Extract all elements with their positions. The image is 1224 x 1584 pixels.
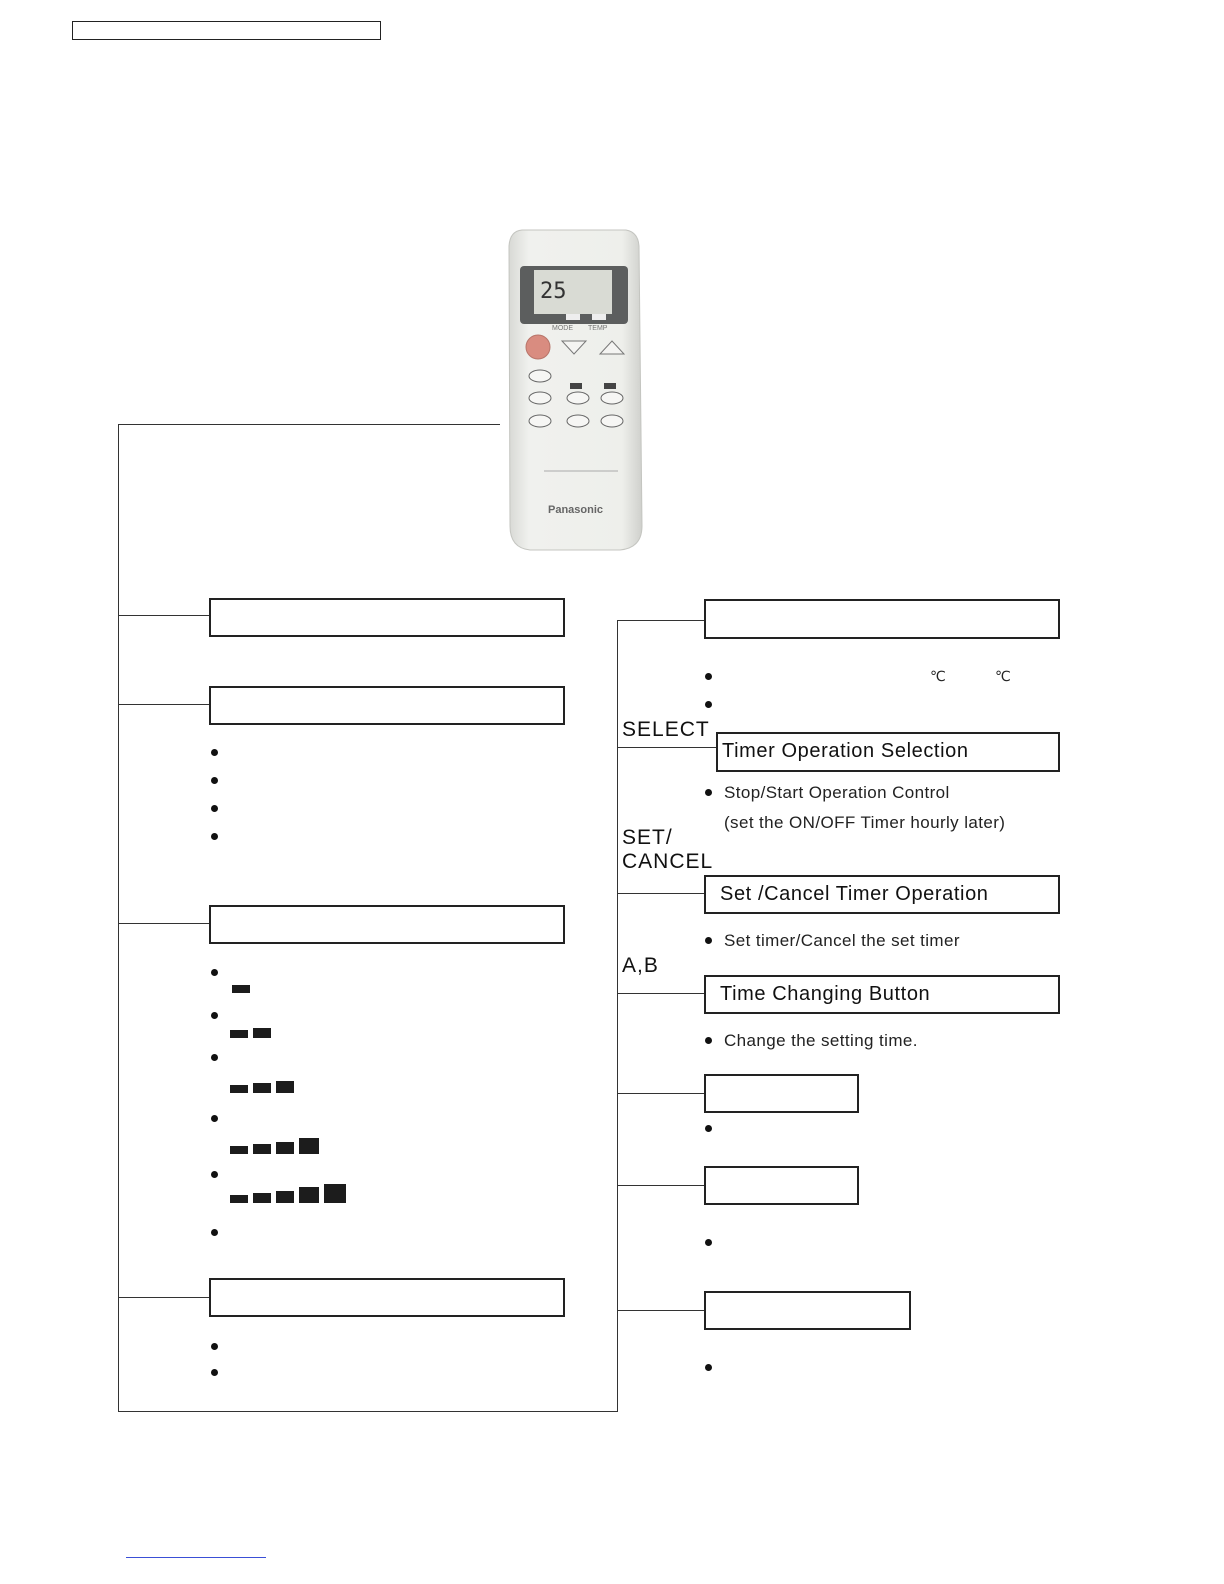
remote-control-image — [500, 226, 650, 556]
remote-button — [529, 370, 551, 382]
connector-line — [617, 620, 705, 621]
left-section-3-box — [209, 905, 565, 944]
connector-line — [118, 1297, 210, 1298]
bullet-point — [705, 937, 712, 944]
remote-button — [529, 415, 551, 427]
connector-line — [118, 424, 119, 1412]
timer-operation-selection-box — [716, 732, 1060, 772]
connector-line — [118, 704, 210, 705]
bullet-point — [705, 1239, 712, 1246]
small-box-2 — [704, 1166, 859, 1205]
cancel-button-label: CANCEL — [622, 850, 714, 873]
bullet-point — [211, 1369, 218, 1376]
bullet-point — [211, 777, 218, 784]
connector-line — [617, 1185, 705, 1186]
bullet-point — [211, 805, 218, 812]
fan-speed-5-icon — [230, 1184, 346, 1203]
connector-line — [617, 747, 716, 748]
connector-line — [617, 1310, 705, 1311]
small-box-3 — [704, 1291, 911, 1330]
timer-selection-bullet: Stop/Start Operation Control — [724, 783, 950, 802]
set-button-label: SET/ — [622, 826, 673, 849]
time-change-bullet: Change the setting time. — [724, 1031, 918, 1050]
bullet-point — [705, 1125, 712, 1132]
fan-speed-2-icon — [230, 1028, 271, 1038]
bullet-point — [211, 1229, 218, 1236]
bullet-point — [211, 1054, 218, 1061]
connector-line — [617, 1093, 705, 1094]
remote-temp-label: TEMP — [588, 325, 608, 332]
celsius-unit: ℃ — [995, 668, 1011, 684]
left-section-1-box — [209, 598, 565, 637]
bullet-point — [211, 1012, 218, 1019]
header-box — [72, 21, 381, 40]
timer-operation-selection-title: Timer Operation Selection — [722, 740, 969, 762]
bullet-point — [211, 833, 218, 840]
small-box-1 — [704, 1074, 859, 1113]
left-section-4-box — [209, 1278, 565, 1317]
remote-button — [529, 392, 551, 404]
footer-link-underline[interactable] — [126, 1557, 266, 1558]
connector-line — [118, 424, 500, 425]
remote-button — [567, 415, 589, 427]
bullet-point — [705, 1364, 712, 1371]
remote-button — [601, 415, 623, 427]
connector-line — [617, 893, 705, 894]
remote-mode-label: MODE — [552, 325, 573, 332]
temperature-setting-box — [704, 599, 1060, 639]
select-button-label: SELECT — [622, 718, 710, 741]
set-cancel-bullet: Set timer/Cancel the set timer — [724, 931, 960, 950]
time-changing-button-box — [704, 975, 1060, 1014]
left-section-2-box — [209, 686, 565, 725]
connector-line — [617, 620, 618, 1412]
connector-line — [118, 615, 210, 616]
bullet-point — [211, 1171, 218, 1178]
bullet-point — [211, 1343, 218, 1350]
timer-selection-note: (set the ON/OFF Timer hourly later) — [724, 813, 1006, 832]
bullet-point — [705, 1037, 712, 1044]
bullet-point — [211, 969, 218, 976]
remote-button — [567, 392, 589, 404]
bullet-point — [211, 1115, 218, 1122]
bullet-point — [705, 789, 712, 796]
connector-line — [118, 923, 210, 924]
fan-speed-4-icon — [230, 1138, 319, 1154]
connector-line — [118, 1411, 618, 1412]
remote-button — [601, 392, 623, 404]
fan-speed-1-icon — [232, 985, 250, 993]
remote-brand-logo: Panasonic — [548, 504, 604, 516]
bullet-point — [211, 749, 218, 756]
remote-power-button — [526, 335, 550, 359]
ab-button-label: A,B — [622, 954, 659, 977]
connector-line — [617, 993, 705, 994]
celsius-unit: ℃ — [930, 668, 946, 684]
bullet-point — [705, 701, 712, 708]
set-cancel-timer-title: Set /Cancel Timer Operation — [720, 883, 989, 905]
bullet-point — [705, 673, 712, 680]
remote-display-temp: 25 — [540, 279, 567, 304]
time-changing-button-title: Time Changing Button — [720, 983, 931, 1005]
fan-speed-3-icon — [230, 1081, 294, 1093]
set-cancel-timer-box — [704, 875, 1060, 914]
